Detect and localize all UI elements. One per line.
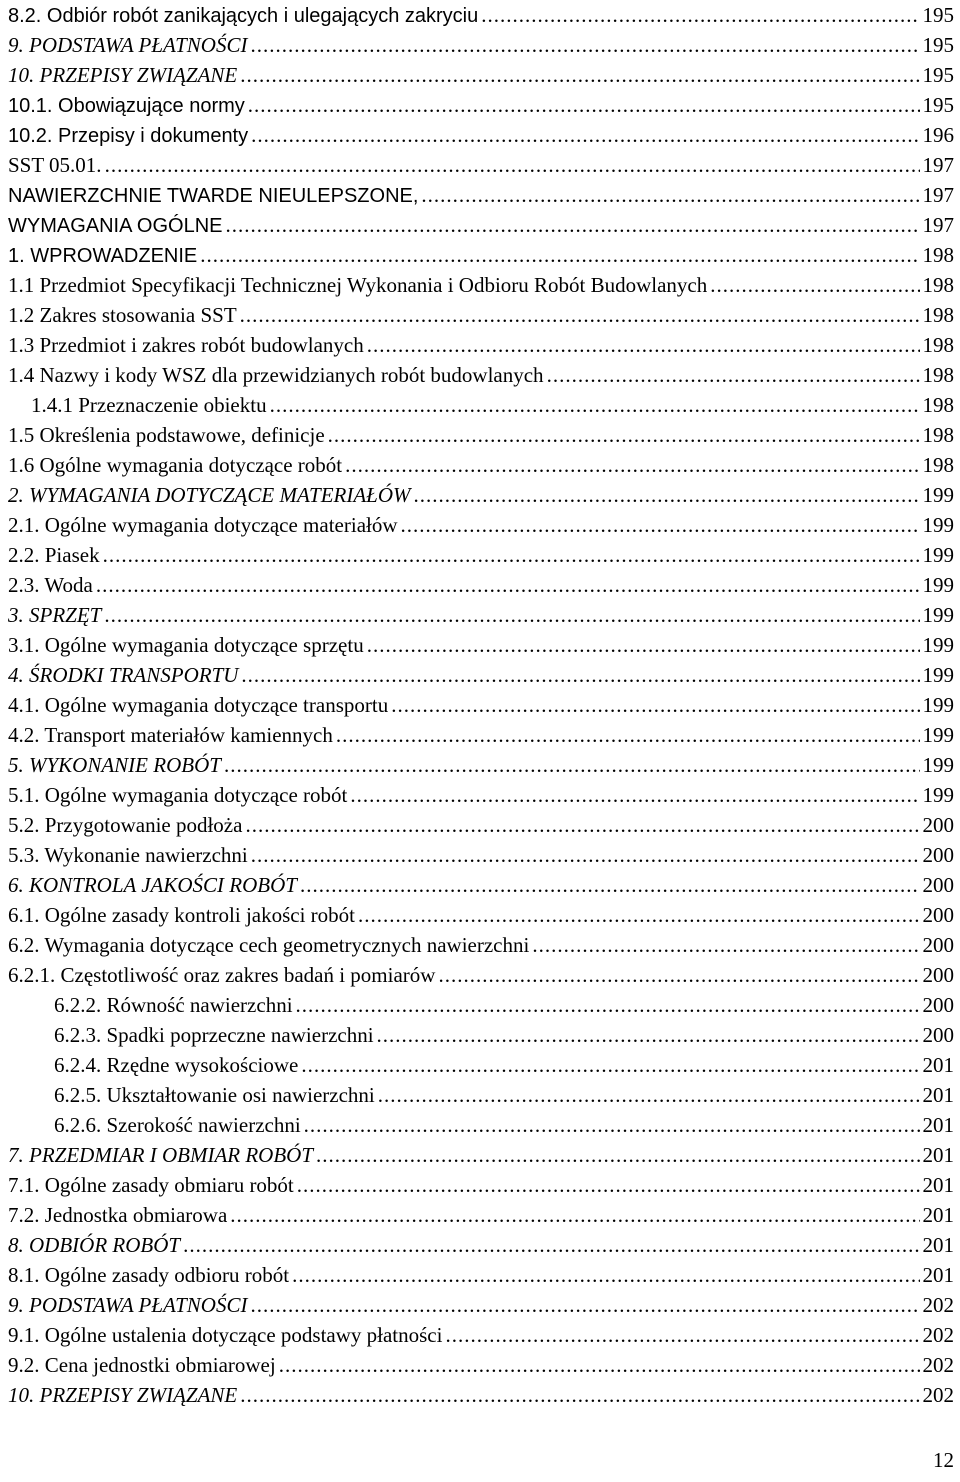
toc-entry-page: 199 [922, 573, 954, 597]
toc-entry-title: 8. ODBIÓR ROBÓT [8, 1233, 181, 1257]
toc-entry[interactable] [8, 420, 954, 450]
toc-entry-title: 9.2. Cena jednostki obmiarowej [8, 1353, 276, 1377]
toc-entry-title: 6.1. Ogólne zasady kontroli jakości robót [8, 903, 356, 927]
toc-entry[interactable] [8, 390, 954, 420]
toc-entry-page: 201 [922, 1233, 954, 1257]
toc-entry-page: 198 [922, 333, 954, 357]
toc-dot-leader [200, 240, 919, 270]
toc-entry-page: 201 [922, 1053, 954, 1077]
toc-entry[interactable] [8, 300, 954, 330]
toc-entry-page: 200 [922, 993, 954, 1017]
toc-entry-page: 197 [922, 153, 954, 177]
toc-entry[interactable] [8, 1200, 954, 1230]
toc-dot-leader [105, 150, 920, 180]
toc-entry-page: 201 [922, 1203, 954, 1227]
toc-entry-title: 9.1. Ogólne ustalenia dotyczące podstawy płatności [8, 1323, 443, 1347]
toc-entry-page: 198 [922, 393, 954, 417]
toc-dot-leader [292, 1260, 919, 1290]
toc-entry-title: 4. ŚRODKI TRANSPORTU [8, 663, 239, 687]
toc-dot-leader [296, 990, 920, 1020]
toc-dot-leader [270, 390, 920, 420]
toc-entry-title: 5.3. Wykonanie nawierzchni [8, 843, 248, 867]
toc-dot-leader [304, 1110, 920, 1140]
toc-entry-title: 6.2.6. Szerokość nawierzchni [54, 1113, 301, 1137]
toc-entry-page: 198 [922, 453, 954, 477]
toc-entry-title: 2. WYMAGANIA DOTYCZĄCE MATERIAŁÓW [8, 483, 411, 507]
toc-dot-leader [377, 1020, 920, 1050]
toc-dot-leader [250, 1290, 919, 1320]
toc-dot-leader [358, 900, 919, 930]
toc-entry-page: 196 [922, 123, 954, 147]
toc-entry[interactable] [8, 630, 954, 660]
toc-dot-leader [301, 1050, 919, 1080]
toc-entry[interactable] [8, 870, 954, 900]
toc-entry[interactable] [8, 330, 954, 360]
toc-dot-leader [547, 360, 920, 390]
toc-entry[interactable] [8, 690, 954, 720]
toc-entry-page: 198 [922, 273, 954, 297]
toc-dot-leader [438, 960, 919, 990]
toc-entry[interactable] [8, 570, 954, 600]
toc-dot-leader [230, 1200, 919, 1230]
page-number: 12 [933, 1448, 954, 1472]
toc-dot-leader [248, 90, 920, 120]
toc-entry-page: 195 [922, 3, 954, 27]
toc-entry[interactable] [8, 510, 954, 540]
toc-entry-title: 7.2. Jednostka obmiarowa [8, 1203, 228, 1227]
toc-entry[interactable] [8, 1230, 954, 1260]
toc-dot-leader [350, 780, 919, 810]
toc-entry[interactable] [8, 120, 954, 150]
toc-dot-leader [225, 210, 919, 240]
toc-entry-title: 4.2. Transport materiałów kamiennych [8, 723, 333, 747]
toc-entry[interactable] [8, 240, 954, 270]
toc-entry-page: 199 [922, 483, 954, 507]
toc-entry[interactable] [8, 990, 954, 1020]
toc-entry-title: 10.2. Przepisy i dokumenty [8, 125, 249, 147]
toc-entry-page: 198 [922, 243, 954, 267]
toc-entry-page: 199 [922, 693, 954, 717]
toc-entry-title: 1.5 Określenia podstawowe, definicje [8, 423, 325, 447]
toc-entry[interactable] [8, 750, 954, 780]
toc-entry-title: 6. KONTROLA JAKOŚCI ROBÓT [8, 873, 297, 897]
toc-entry[interactable] [8, 360, 954, 390]
toc-entry-title: 5.1. Ogólne wymagania dotyczące robót [8, 783, 348, 807]
toc-entry[interactable] [8, 1320, 954, 1350]
toc-dot-leader [279, 1350, 920, 1380]
toc-entry-title: SST 05.01. [8, 153, 102, 177]
toc-entry-title: 1.3 Przedmiot i zakres robót budowlanych [8, 333, 364, 357]
toc-entry-title: NAWIERZCHNIE TWARDE NIEULEPSZONE, [8, 185, 419, 207]
toc-entry[interactable] [8, 180, 954, 210]
toc-entry-title: 1.2 Zakres stosowania SST [8, 303, 237, 327]
toc-dot-leader [297, 1170, 920, 1200]
toc-entry[interactable] [8, 1050, 954, 1080]
toc-dot-leader [391, 690, 919, 720]
toc-dot-leader [328, 420, 920, 450]
toc-entry-title: 5. WYKONANIE ROBÓT [8, 753, 221, 777]
toc-entry-page: 201 [922, 1173, 954, 1197]
toc-entry[interactable] [8, 60, 954, 90]
toc-entry-title: 1.4 Nazwy i kody WSZ dla przewidzianych robót budowlanych [8, 363, 544, 387]
toc-entry[interactable] [8, 1350, 954, 1380]
toc-entry-title: 9. PODSTAWA PŁATNOŚCI [8, 1293, 248, 1317]
toc-entry-title: 10. PRZEPISY ZWIĄZANE [8, 1383, 238, 1407]
toc-entry[interactable] [8, 1260, 954, 1290]
toc-entry-page: 199 [922, 633, 954, 657]
toc-entry-page: 201 [922, 1083, 954, 1107]
toc-entry-title: WYMAGANIA OGÓLNE [8, 215, 223, 237]
toc-entry[interactable] [8, 930, 954, 960]
toc-dot-leader [251, 120, 919, 150]
toc-dot-leader [336, 720, 920, 750]
toc-dot-leader [532, 930, 919, 960]
toc-entry[interactable] [8, 480, 954, 510]
toc-dot-leader [414, 480, 920, 510]
toc-entry[interactable] [8, 1020, 954, 1050]
toc-entry-page: 199 [922, 663, 954, 687]
toc-entry-title: 6.2.1. Częstotliwość oraz zakres badań i pomiarów [8, 963, 436, 987]
toc-dot-leader [378, 1080, 920, 1110]
toc-entry-page: 198 [922, 363, 954, 387]
toc-entry[interactable] [8, 0, 954, 30]
toc-entry[interactable] [8, 30, 954, 60]
toc-entry-title: 8.2. Odbiór robót zanikających i ulegających zakryciu [8, 5, 479, 27]
toc-entry[interactable] [8, 810, 954, 840]
toc-entry[interactable] [8, 1080, 954, 1110]
toc-entry[interactable] [8, 960, 954, 990]
toc-entry-page: 199 [922, 783, 954, 807]
toc-entry[interactable] [8, 1170, 954, 1200]
toc-entry-page: 200 [922, 933, 954, 957]
toc-entry-page: 198 [922, 423, 954, 447]
toc-dot-leader [445, 1320, 919, 1350]
toc-entry[interactable] [8, 90, 954, 120]
toc-entry-page: 200 [922, 1023, 954, 1047]
toc-dot-leader [401, 510, 920, 540]
toc-dot-leader [96, 570, 920, 600]
toc-entry-page: 201 [922, 1263, 954, 1287]
toc-entry-title: 3.1. Ogólne wymagania dotyczące sprzętu [8, 633, 364, 657]
toc-entry-title: 1.4.1 Przeznaczenie obiektu [31, 393, 267, 417]
toc-dot-leader [183, 1230, 919, 1260]
toc-entry-title: 2.1. Ogólne wymagania dotyczące materiałów [8, 513, 398, 537]
toc-entry-title: 2.3. Woda [8, 573, 93, 597]
table-of-contents [8, 0, 954, 1410]
toc-entry-page: 200 [922, 813, 954, 837]
toc-dot-leader [240, 300, 920, 330]
toc-entry-page: 200 [922, 963, 954, 987]
toc-dot-leader [224, 750, 920, 780]
toc-entry-title: 1.6 Ogólne wymagania dotyczące robót [8, 453, 343, 477]
toc-entry-page: 199 [922, 753, 954, 777]
toc-entry-title: 1. WPROWADZENIE [8, 245, 198, 267]
toc-dot-leader [481, 0, 919, 30]
toc-dot-leader [103, 540, 920, 570]
toc-entry[interactable] [8, 1290, 954, 1320]
toc-entry-page: 199 [922, 723, 954, 747]
toc-entry-page: 202 [922, 1293, 954, 1317]
toc-dot-leader [104, 600, 919, 630]
toc-entry-page: 201 [922, 1143, 954, 1167]
toc-entry[interactable] [8, 900, 954, 930]
toc-entry[interactable] [8, 600, 954, 630]
toc-entry-title: 3. SPRZĘT [8, 603, 102, 627]
toc-dot-leader [710, 270, 919, 300]
toc-entry-title: 7.1. Ogólne zasady obmiaru robót [8, 1173, 294, 1197]
toc-entry[interactable] [8, 210, 954, 240]
toc-entry-page: 199 [922, 543, 954, 567]
toc-dot-leader [421, 180, 919, 210]
toc-entry-title: 4.1. Ogólne wymagania dotyczące transportu [8, 693, 389, 717]
toc-entry[interactable] [8, 150, 954, 180]
toc-dot-leader [250, 30, 919, 60]
toc-dot-leader [245, 810, 919, 840]
toc-entry-page: 202 [922, 1353, 954, 1377]
toc-entry[interactable] [8, 1140, 954, 1170]
toc-dot-leader [251, 840, 920, 870]
toc-dot-leader [316, 1140, 919, 1170]
toc-dot-leader [241, 660, 919, 690]
toc-dot-leader [367, 630, 920, 660]
toc-entry[interactable] [8, 450, 954, 480]
toc-entry-page: 201 [922, 1113, 954, 1137]
toc-entry-page: 195 [922, 33, 954, 57]
toc-entry[interactable] [8, 660, 954, 690]
toc-entry-page: 195 [922, 93, 954, 117]
toc-entry-title: 6.2.5. Ukształtowanie osi nawierzchni [54, 1083, 375, 1107]
toc-entry-page: 199 [922, 513, 954, 537]
toc-dot-leader [367, 330, 920, 360]
toc-entry-title: 7. PRZEDMIAR I OBMIAR ROBÓT [8, 1143, 314, 1167]
toc-entry-title: 5.2. Przygotowanie podłoża [8, 813, 243, 837]
toc-dot-leader [300, 870, 920, 900]
toc-entry-page: 198 [922, 303, 954, 327]
toc-entry-page: 197 [922, 183, 954, 207]
toc-entry-page: 195 [922, 63, 954, 87]
toc-entry-page: 199 [922, 603, 954, 627]
toc-entry-title: 10.1. Obowiązujące normy [8, 95, 245, 117]
toc-entry[interactable] [8, 840, 954, 870]
toc-entry-title: 6.2.3. Spadki poprzeczne nawierzchni [54, 1023, 374, 1047]
toc-entry-page: 200 [922, 903, 954, 927]
toc-entry-title: 6.2. Wymagania dotyczące cech geometrycznych nawierzchni [8, 933, 530, 957]
toc-dot-leader [240, 1380, 919, 1410]
toc-entry-page: 202 [922, 1383, 954, 1407]
toc-entry[interactable] [8, 540, 954, 570]
toc-entry-title: 2.2. Piasek [8, 543, 100, 567]
toc-entry-title: 6.2.4. Rzędne wysokościowe [54, 1053, 299, 1077]
toc-entry[interactable] [8, 780, 954, 810]
toc-entry-title: 1.1 Przedmiot Specyfikacji Technicznej Wykonania i Odbioru Robót Budowlanych [8, 273, 708, 297]
toc-dot-leader [345, 450, 919, 480]
toc-entry[interactable] [8, 1110, 954, 1140]
toc-entry-page: 202 [922, 1323, 954, 1347]
toc-entry-title: 10. PRZEPISY ZWIĄZANE [8, 63, 238, 87]
toc-entry-page: 200 [922, 843, 954, 867]
toc-dot-leader [240, 60, 919, 90]
toc-entry-title: 8.1. Ogólne zasady odbioru robót [8, 1263, 290, 1287]
toc-entry[interactable] [8, 720, 954, 750]
toc-entry-page: 197 [922, 213, 954, 237]
toc-entry-title: 9. PODSTAWA PŁATNOŚCI [8, 33, 248, 57]
toc-entry-page: 200 [922, 873, 954, 897]
toc-entry[interactable] [8, 270, 954, 300]
toc-entry-title: 6.2.2. Równość nawierzchni [54, 993, 293, 1017]
toc-entry[interactable] [8, 1380, 954, 1410]
